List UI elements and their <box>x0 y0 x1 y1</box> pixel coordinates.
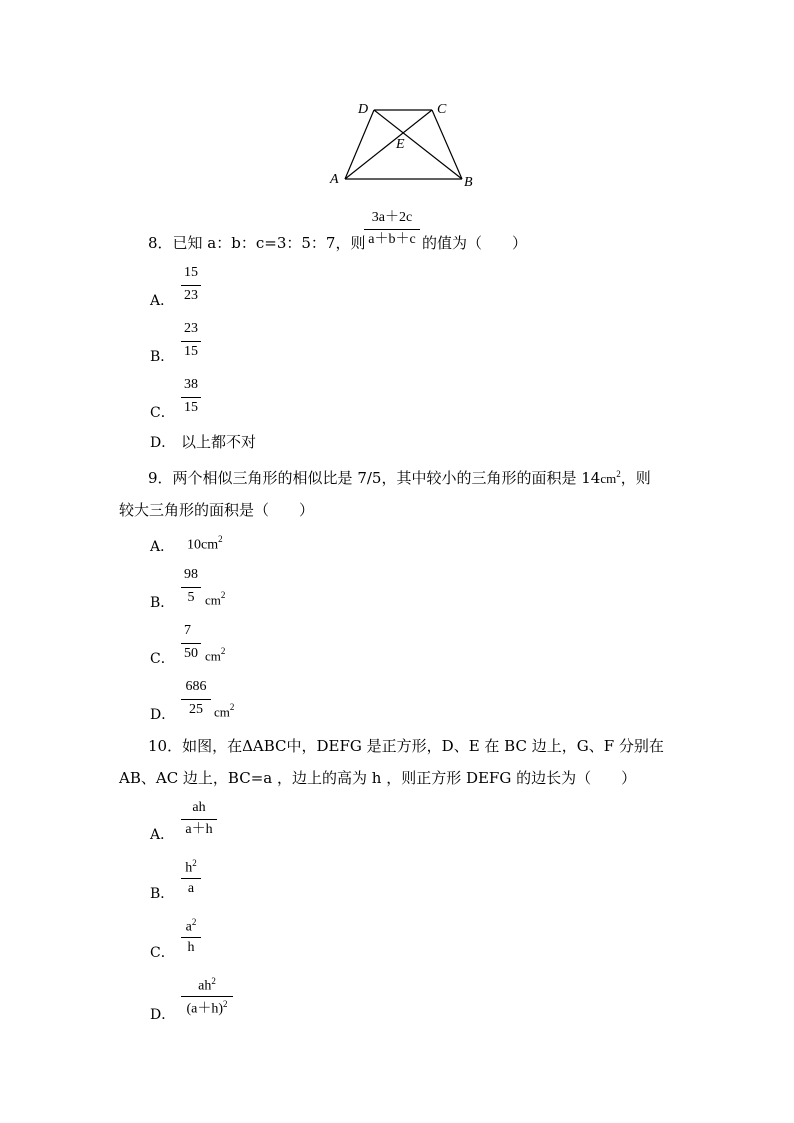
q10-option-b-label: B． <box>150 886 175 902</box>
trapezoid-figure <box>320 95 490 195</box>
q10-option-b-num <box>181 859 201 876</box>
q10-option-d-label: D． <box>150 1007 176 1023</box>
q8-option-c-bar <box>181 397 201 398</box>
q8-option-b-label: B． <box>150 349 175 365</box>
q9-option-b-unit-exp: 2 <box>220 590 226 600</box>
q9-line2: 较大三角形的面积是（ ） <box>119 501 315 519</box>
q10-option-d-bar <box>181 996 233 997</box>
q9-option-d-unit <box>214 703 234 720</box>
q8-option-a-label: A． <box>150 293 175 309</box>
q10-option-b-num-base: h <box>185 860 193 876</box>
q9-line1-after: ，则 <box>620 469 651 487</box>
q8-text-after: 的值为（ ） <box>422 234 528 252</box>
q9-option-b-label: B． <box>150 595 175 611</box>
q10-option-d-num <box>181 977 233 994</box>
q8-option-d-text: 以上都不对 <box>181 433 257 451</box>
q9-option-a-number: 10 <box>187 537 201 553</box>
label-e: E <box>396 137 405 152</box>
q9-option-d-bar <box>181 699 211 700</box>
q9-option-c-unit-exp: 2 <box>220 646 226 656</box>
q9-option-d-den: 25 <box>189 702 203 717</box>
q9-option-d-fraction <box>181 680 211 720</box>
q8-option-b-num: 23 <box>184 321 198 336</box>
q9-option-b-den: 5 <box>187 590 195 605</box>
q10-option-c-fraction <box>181 918 201 958</box>
q10-option-c-label: C． <box>150 945 175 961</box>
q8-option-c-den: 15 <box>184 400 198 415</box>
q9-line1-unit <box>600 468 621 486</box>
q9-option-a-value <box>187 535 223 554</box>
q9-option-b-fraction <box>181 568 201 608</box>
q9-option-a-exp: 2 <box>218 534 223 544</box>
q9-line1 <box>148 467 651 488</box>
q9-option-d-num: 686 <box>185 679 207 694</box>
q10-option-a-num: ah <box>192 800 206 815</box>
q8-option-d-label: D． <box>150 435 176 451</box>
q9-option-c-num: 7 <box>184 623 191 638</box>
q10-option-d-den <box>181 1000 233 1017</box>
q8-option-c-fraction <box>181 378 201 418</box>
q10-option-d-num-base: ah <box>198 978 212 994</box>
q10-option-b-fraction <box>181 859 201 899</box>
q10-option-a-den: a＋h <box>185 822 213 837</box>
q9-option-b-unit-text: cm <box>205 592 221 608</box>
q9-option-c-label: C． <box>150 651 175 667</box>
edge-bc <box>432 110 462 179</box>
q10-line2: AB、AC 边上，BC=a ，边上的高为 h ，则正方形 DEFG 的边长为（ ） <box>119 769 637 787</box>
q10-option-d-fraction <box>181 977 233 1021</box>
q10-option-c-den: h <box>187 940 195 955</box>
q8-option-a-bar <box>181 285 201 286</box>
q9-option-b-bar <box>181 587 201 588</box>
q8-option-a-num: 15 <box>184 265 198 280</box>
q10-option-d-den-exp: 2 <box>223 999 228 1009</box>
q10-option-d-num-exp: 2 <box>211 976 216 986</box>
q10-option-c-num-base: a <box>185 919 192 935</box>
q9-option-c-bar <box>181 643 201 644</box>
q9-option-d-unit-text: cm <box>214 704 230 720</box>
label-c: C <box>437 102 447 117</box>
q8-text-before: 8．已知 a：b：c=3：5：7，则 <box>148 234 366 252</box>
label-d: D <box>358 102 369 117</box>
q10-option-c-num <box>181 918 201 935</box>
q10-option-c-bar <box>181 937 201 938</box>
q9-option-d-unit-exp: 2 <box>229 702 235 712</box>
q10-option-c-num-exp: 2 <box>191 917 197 927</box>
q9-option-b-unit <box>205 591 225 608</box>
q10-option-a-bar <box>181 819 217 820</box>
q8-fraction-numerator: 3a＋2c <box>371 210 413 225</box>
q9-option-a-unit: cm <box>201 537 219 553</box>
q8-option-b-den: 15 <box>184 344 198 359</box>
q10-line1: 10．如图，在ΔABC中，DEFG 是正方形，D、E 在 BC 边上，G、F 分别在 <box>148 737 664 755</box>
q8-option-a-fraction <box>181 266 201 306</box>
q8-fraction-denominator: a＋b＋c <box>368 232 416 247</box>
q9-option-c-unit <box>205 647 225 664</box>
q8-fraction-bar <box>364 229 420 230</box>
label-b: B <box>464 175 473 190</box>
q10-option-a-fraction <box>181 801 217 841</box>
q10-option-a-label: A． <box>150 827 175 843</box>
q8-fraction <box>364 211 420 251</box>
q9-unit-exp: 2 <box>616 468 621 479</box>
q9-option-a-label: A． <box>150 539 175 555</box>
q10-option-b-bar <box>181 878 201 879</box>
q8-option-b-bar <box>181 341 201 342</box>
edge-ad <box>345 110 374 179</box>
q10-option-d-den-base: (a＋h) <box>186 1001 224 1017</box>
q10-option-b-den: a <box>187 881 195 896</box>
q8-option-c-label: C． <box>150 405 175 421</box>
q9-unit-text: cm <box>600 471 617 486</box>
q8-option-b-fraction <box>181 322 201 362</box>
q9-option-c-unit-text: cm <box>205 648 221 664</box>
q9-option-c-fraction <box>181 624 201 664</box>
q10-option-b-num-exp: 2 <box>192 858 197 868</box>
q8-option-a-den: 23 <box>184 288 198 303</box>
label-a: A <box>330 172 339 187</box>
q9-option-d-label: D． <box>150 707 176 723</box>
q9-option-c-den: 50 <box>184 646 198 661</box>
q9-option-b-num: 98 <box>184 567 198 582</box>
q8-option-c-num: 38 <box>184 377 198 392</box>
q9-line1-before: 9．两个相似三角形的相似比是 7/5，其中较小的三角形的面积是 14 <box>148 469 601 487</box>
